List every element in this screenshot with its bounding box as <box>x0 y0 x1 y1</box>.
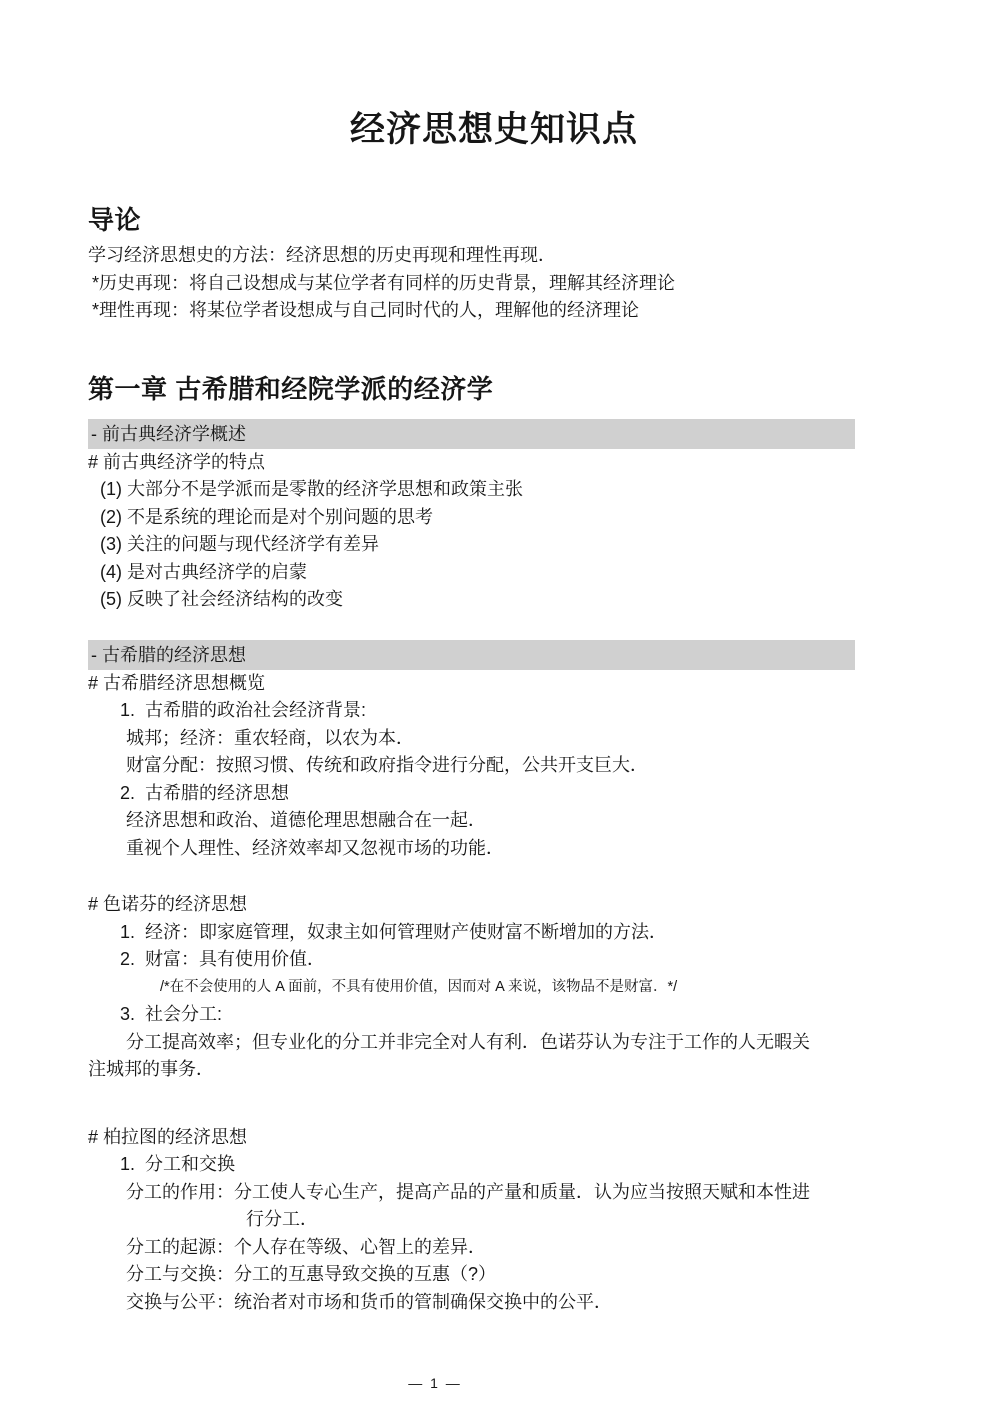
text-line: 分工的作用：分工使人专心生产，提高产品的产量和质量．认为应当按照天赋和本性进 <box>126 1181 810 1202</box>
text-line: 经济思想和政治、道德伦理思想融合在一起． <box>126 810 486 830</box>
highlight-band: - 古希腊的经济思想 <box>88 640 855 670</box>
text-line: (4) 是对古典经济学的启蒙 <box>100 561 307 582</box>
text-line: # 前古典经济学的特点 <box>88 451 266 472</box>
text-line: 学习经济思想史的方法：经济思想的历史再现和理性再现． <box>88 245 556 265</box>
text-line: 分工的起源：个人存在等级、心智上的差异． <box>126 1236 486 1257</box>
page-number: — 1 — <box>408 1375 462 1391</box>
section-heading: 导论 <box>88 205 142 235</box>
text-line: 分工提高效率；但专业化的分工并非完全对人有利．色诺芬认为专注于工作的人无暇关 <box>126 1031 810 1052</box>
highlight-band: - 前古典经济学概述 <box>88 419 855 449</box>
text-line: 2. 古希腊的经济思想 <box>120 782 290 803</box>
text-line: (2) 不是系统的理论而是对个别问题的思考 <box>100 506 433 527</box>
spacer <box>88 862 900 891</box>
text-line: 分工与交换：分工的互惠导致交换的互惠（?） <box>126 1264 497 1284</box>
text-line: # 色诺芬的经济思想 <box>88 894 248 914</box>
text-line: # 古希腊经济思想概览 <box>88 672 266 693</box>
text-line: 注城邦的事务． <box>88 1059 214 1079</box>
text-line: 1. 分工和交换 <box>120 1154 236 1174</box>
text-line: /*在不会使用的人 A 面前，不具有使用价值，因而对 A 来说，该物品不是财富．*/ <box>160 978 678 995</box>
text-line: 财富分配：按照习惯、传统和政府指令进行分配，公共开支巨大． <box>126 755 648 775</box>
text-line: 交换与公平：统治者对市场和货币的管制确保交换中的公平． <box>126 1291 612 1312</box>
text-line: (3) 关注的问题与现代经济学有差异 <box>100 534 379 554</box>
text-line: 行分工． <box>246 1209 318 1229</box>
document-title: 经济思想史知识点 <box>349 110 638 149</box>
spacer <box>88 1084 900 1124</box>
text-line: 1. 经济：即家庭管理，奴隶主如何管理财产使财富不断增加的方法． <box>120 921 668 942</box>
text-line: 重视个人理性、经济效率却又忽视市场的功能． <box>126 837 504 858</box>
text-line: *历史再现：将自己设想成与某位学者有同样的历史背景，理解其经济理论 <box>92 272 676 293</box>
text-line: (1) 大部分不是学派而是零散的经济学思想和政策主张 <box>100 479 523 499</box>
document-body <box>88 0 900 1316</box>
text-line: 城邦；经济：重农轻商，以农为本． <box>126 727 414 748</box>
text-line: *理性再现：将某位学者设想成与自己同时代的人，理解他的经济理论 <box>92 300 640 320</box>
text-line: # 柏拉图的经济思想 <box>88 1126 248 1147</box>
text-line: 2. 财富：具有使用价值． <box>120 949 326 969</box>
text-line: 1. 古希腊的政治社会经济背景: <box>120 700 367 720</box>
text-line: 3. 社会分工: <box>120 1004 223 1024</box>
text-line: (5) 反映了社会经济结构的改变 <box>100 589 343 609</box>
section-heading: 第一章 古希腊和经院学派的经济学 <box>88 373 494 404</box>
